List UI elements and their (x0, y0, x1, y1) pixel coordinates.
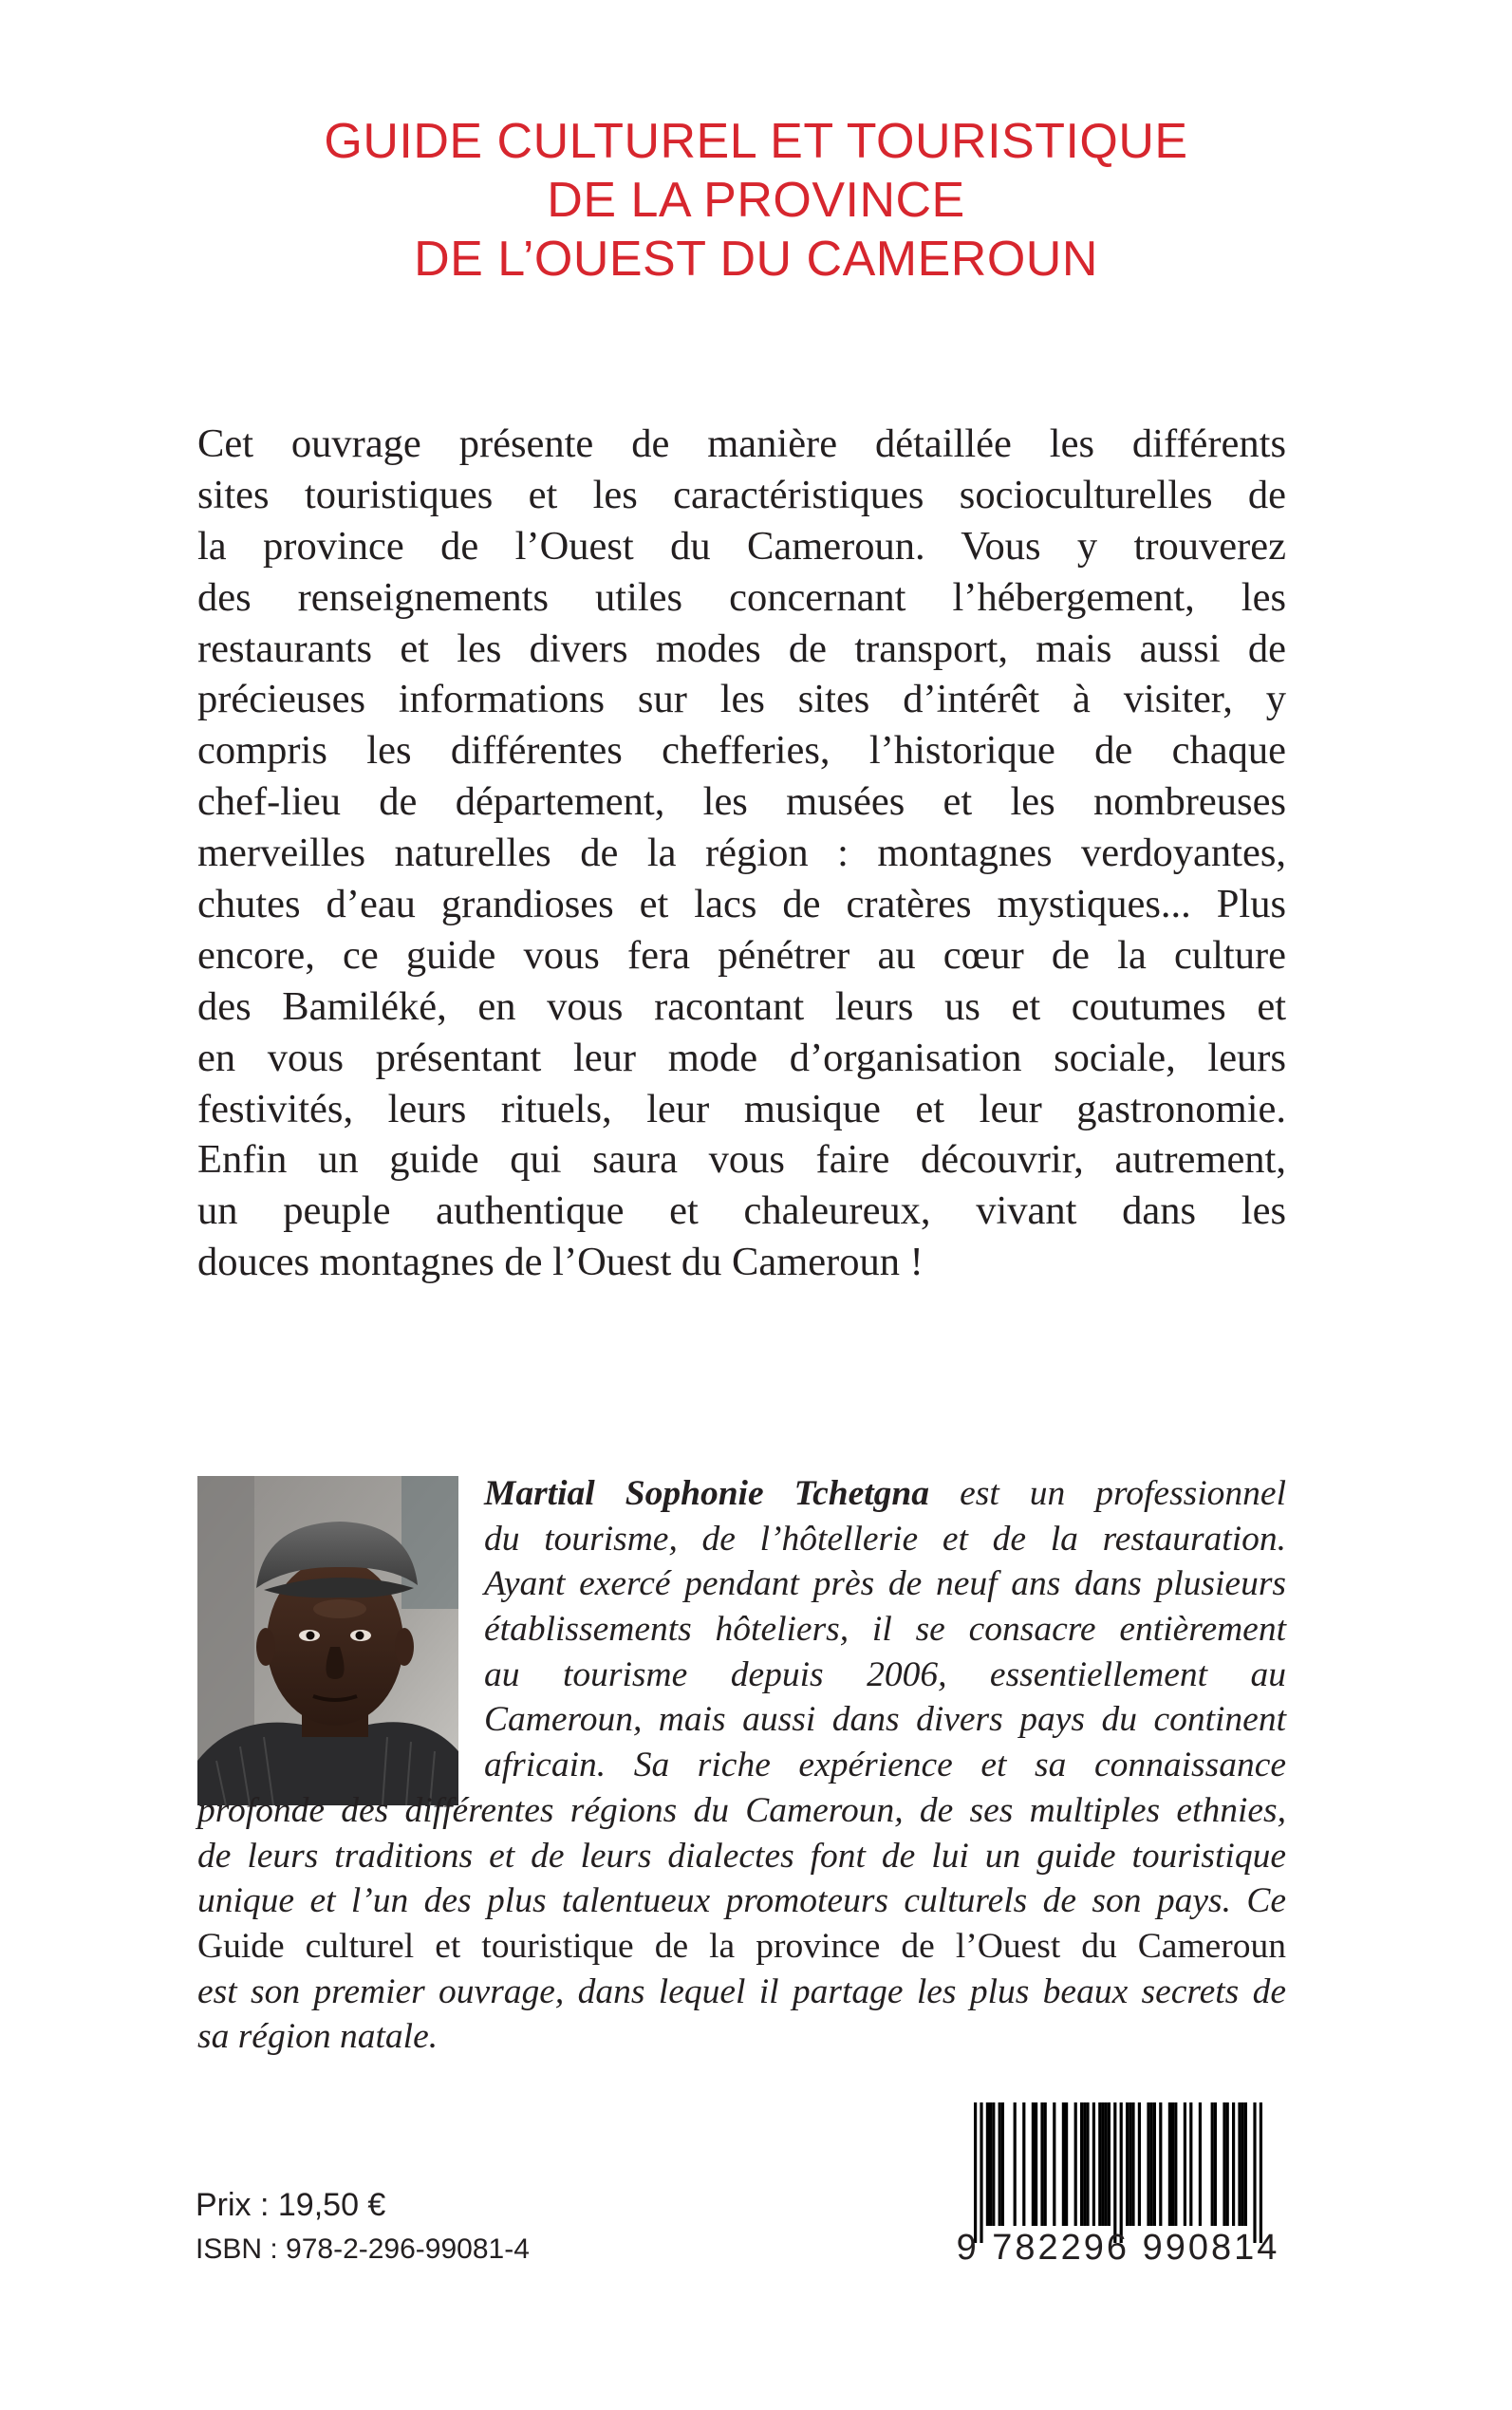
barcode-bar (1086, 2102, 1089, 2226)
barcode-bar (1211, 2102, 1214, 2226)
bio-line: Ayant exercé pendant près de neuf ans dans plusieurs (484, 1564, 1286, 1604)
bio-line: africain. Sa riche expérience et sa connaissance (484, 1746, 1286, 1785)
barcode-bar (992, 2102, 995, 2226)
barcode-bar (1129, 2102, 1131, 2226)
summary-line: des renseignements utiles concernant l’hébergement, les (197, 574, 1286, 620)
barcode-bar (1184, 2102, 1186, 2226)
bio-line: Cameroun, mais aussi dans divers pays du continent (484, 1700, 1286, 1740)
barcode-bar (1174, 2102, 1177, 2226)
barcode-digits: 9 782296 990814 (956, 2228, 1280, 2268)
summary-line: la province de l’Ouest du Cameroun. Vous y trouverez (197, 523, 1286, 569)
title-line-2: DE LA PROVINCE (547, 173, 965, 228)
bio-line: établissements hôteliers, il se consacre entièrement (484, 1610, 1286, 1650)
author-biography (197, 1471, 1286, 2060)
isbn-label: ISBN : 978-2-296-99081-4 (196, 2233, 530, 2265)
bio-line: du tourisme, de l’hôtellerie et de la restauration. (484, 1519, 1286, 1559)
barcode-bar (1120, 2102, 1123, 2243)
barcode-bar (1244, 2102, 1247, 2226)
barcode-bar (1153, 2102, 1156, 2226)
barcode-bar (1014, 2102, 1017, 2226)
barcode-bar (1080, 2102, 1083, 2226)
summary-line: Cet ouvrage présente de manière détaillée les différents (197, 421, 1286, 466)
summary-line: festivités, leurs rituels, leur musique et leur gastronomie. (197, 1086, 1286, 1131)
barcode-bar (1044, 2102, 1047, 2226)
barcode-bar (1098, 2102, 1101, 2226)
price-label: Prix : 19,50 € (196, 2187, 386, 2223)
summary-line: des Bamiléké, en vous racontant leurs us et coutumes et (197, 983, 1286, 1029)
barcode-bar (1253, 2102, 1256, 2243)
barcode-bar (1189, 2102, 1192, 2226)
title-line-1: GUIDE CULTUREL ET TOURISTIQUE (324, 114, 1188, 169)
barcode-bar (1241, 2102, 1244, 2226)
barcode-bar (1150, 2102, 1153, 2226)
barcode-bar (1083, 2102, 1086, 2226)
barcode-bar (986, 2102, 989, 2226)
barcode-bar (1101, 2102, 1104, 2226)
bio-line: unique et l’un des plus talentueux promoteurs culturels de son pays. Ce (197, 1881, 1286, 1921)
barcode-bar (1238, 2102, 1241, 2226)
summary-line: compris les différentes chefferies, l’historique de chaque (197, 728, 1286, 774)
barcode-bar (1214, 2102, 1217, 2226)
bio-line: est son premier ouvrage, dans lequel il partage les plus beaux secrets de (197, 1971, 1286, 2011)
barcode-bar (1092, 2102, 1095, 2226)
barcode-bar (1126, 2102, 1129, 2226)
barcode-bar (1074, 2102, 1077, 2226)
barcode-bar (1001, 2102, 1004, 2226)
summary-line: chutes d’eau grandioses et lacs de cratères mystiques... Plus (197, 882, 1286, 927)
barcode-bar (980, 2102, 982, 2243)
summary-line: douces montagnes de l’Ouest du Cameroun ! (197, 1240, 924, 1285)
bio-line: sa région natale. (197, 2017, 439, 2057)
summary-line: chef-lieu de département, les musées et les nombreuses (197, 779, 1286, 825)
summary-line: en vous présentant leur mode d’organisation sociale, leurs (197, 1035, 1286, 1080)
book-summary (197, 419, 1286, 1288)
barcode-bar (1035, 2102, 1037, 2226)
summary-line: sites touristiques et les caractéristiques socioculturelles de (197, 472, 1286, 517)
barcode-bar (1223, 2102, 1225, 2226)
bio-line: au tourisme depuis 2006, essentiellement au (484, 1654, 1286, 1694)
barcode-bar (1138, 2102, 1141, 2226)
book-title (0, 112, 1512, 289)
summary-line: encore, ce guide vous fera pénétrer au cœur de la culture (197, 932, 1286, 978)
barcode-bar (1113, 2102, 1116, 2243)
barcode-bar (989, 2102, 992, 2226)
summary-line: restaurants et les divers modes de transport, mais aussi de (197, 626, 1286, 671)
title-line-3: DE L’OUEST DU CAMEROUN (414, 232, 1098, 287)
barcode-bar (1062, 2102, 1065, 2226)
summary-line: un peuple authentique et chaleureux, vivant dans les (197, 1188, 1286, 1234)
barcode-bar (1226, 2102, 1229, 2226)
bio-line (484, 1471, 1286, 1517)
barcode-bar (974, 2102, 977, 2243)
barcode-bar (1171, 2102, 1174, 2226)
bio-book-title-line: Guide culturel et touristique de la province de l’Ouest du Cameroun (197, 1926, 1286, 1966)
barcode-bar (1040, 2102, 1043, 2226)
barcode-bar (1232, 2102, 1235, 2226)
summary-line: précieuses informations sur les sites d’intérêt à visiter, y (197, 677, 1286, 722)
barcode-bar (1199, 2102, 1202, 2226)
summary-line: merveilles naturelles de la région : montagnes verdoyantes, (197, 831, 1286, 876)
barcode-bar (1065, 2102, 1068, 2226)
bio-line: profonde des différentes régions du Cameroun, de ses multiples ethnies, (197, 1790, 1286, 1830)
summary-line: Enfin un guide qui saura vous faire découvrir, autrement, (197, 1137, 1286, 1183)
barcode-bar (1108, 2102, 1111, 2226)
bio-line-text: est un professionnel (960, 1474, 1286, 1513)
barcode-bar (1260, 2102, 1262, 2243)
barcode-bar (1032, 2102, 1035, 2226)
barcode-bar (1053, 2102, 1055, 2226)
bio-line: de leurs traditions et de leurs dialectes font de lui un guide touristique (197, 1836, 1286, 1876)
author-name: Martial Sophonie Tchetgna (484, 1474, 930, 1513)
barcode-bar (1022, 2102, 1025, 2226)
barcode-bar (1168, 2102, 1171, 2226)
barcode-bar (999, 2102, 1001, 2226)
barcode-bar (1147, 2102, 1149, 2226)
barcode-bar (1131, 2102, 1134, 2226)
barcode-bar (1159, 2102, 1162, 2226)
barcode-bar (1105, 2102, 1108, 2226)
